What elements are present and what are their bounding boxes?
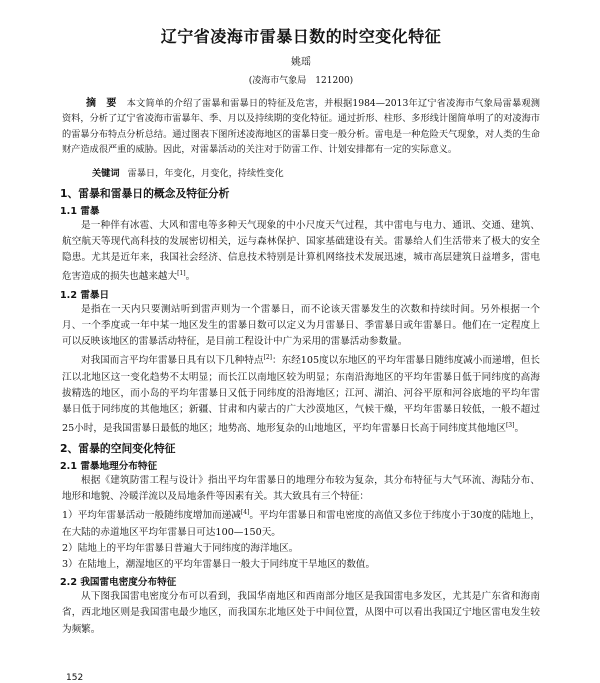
- subsection-heading-2-2: 2.2 我国雷电密度分布特征: [60, 577, 177, 589]
- abstract-text: 本文简单的介绍了雷暴和雷暴日的特征及危害，并根据1984—2013年辽宁省凌海市气象局雷暴观测资料，分析了辽宁省凌海市雷暴年、季、月以及持续期的变化特征。通过折形、柱形、多形线计图简单明了的对凌海市的雷暴分布特点分析总结。通过图表下图所述凌海地区的雷暴日变一般分析。雷电是一种危险天气现象，对人类的生命财产造成很严重的威胁。因此，对雷暴活动的关注对于防雷工作、计划安排都有一定的实际意义。: [62, 98, 540, 156]
- section-heading-2: 2、雷暴的空间变化特征: [60, 441, 176, 455]
- paper-title: 辽宁省凌海市雷暴日数的时空变化特征: [160, 27, 442, 46]
- page-number: 152: [66, 673, 84, 683]
- paragraph-2-1: 根据《建筑防雷工程与设计》指出平均年雷暴日的地理分布较为复杂，其分布特征与大气环流、海陆分布、地形和地貌、冷暖洋流以及局地条件等因素有关。其大致具有三个特征：: [62, 474, 540, 503]
- paragraph-1-2-a: 是指在一天内只要测站听到雷声则为一个雷暴日，而不论该天雷暴发生的次数和持续时间。另外根据一个月、一个季度或一年中某一地区发生的雷暴日数可以定义为月雷暴日、季雷暴日或年雷暴日。他们在一定程度上可以反映该地区的雷暴活动特征，是目前工程设计中广为采用的雷暴活动参数量。: [62, 303, 540, 348]
- list-item-3: 3）在陆地上，潮湿地区的平均年雷暴日一般大于同纬度干旱地区的数值。: [62, 559, 376, 571]
- paper-author: 姚瑶: [291, 57, 311, 68]
- list-item-2: 2）陆地上的平均年雷暴日普遍大于同纬度的海洋地区。: [62, 542, 299, 554]
- list-text: 。平均年雷暴日和雷电密度的高值又多位于纬度小于30度的陆地上，在大陆的赤道地区平均年雷暴日可达100—150天。: [62, 510, 540, 538]
- section-heading-1: 1、雷暴和雷暴日的概念及特征分析: [60, 186, 230, 200]
- keywords: [62, 166, 540, 182]
- reference-mark: [2]: [263, 354, 272, 362]
- paragraph-text: 是一种伴有冰雹、大风和雷电等多种天气现象的中小尺度天气过程，其中雷电与电力、通讯、交通、建筑、航空航天等现代高科技的发展密切相关，远与森林保护、国家基础建设有关。雷暴给人们生活带来了极大的安全隐患。尤其是近年来，我国社会经济、信息技术特别是计算机网络技术发展迅速，城市高层建筑日益增多，雷电危害造成的损失也越来越大: [62, 219, 540, 283]
- reference-mark: [1]: [177, 270, 186, 278]
- subsection-heading-2-1: 2.1 雷暴地理分布特征: [60, 460, 158, 472]
- keywords-text: 雷暴日，年变化，月变化，持续性变化: [127, 167, 284, 179]
- paragraph-1-1: 是一种伴有冰雹、大风和雷电等多种天气现象的中小尺度天气过程，其中雷电与电力、通讯、交通、建筑、航空航天等现代高科技的发展密切相关，远与森林保护、国家基础建设有关。雷暴给人们生活带来了极大的安全隐患。尤其是近年来，我国社会经济、信息技术特别是计算机网络技术发展迅速，城市高层建筑日益增多，雷电危害造成的损失也越来越大[1]。: [62, 219, 540, 283]
- reference-mark: [4]: [240, 509, 250, 517]
- list-item-1: [62, 505, 540, 541]
- subsection-heading-1-1: 1.1 雷暴: [60, 205, 100, 217]
- paragraph-2-2: 从下图我国雷电密度分布可以看到，我国华南地区和西南部分地区是我国雷电多发区，尤其是广东省和海南省，西北地区则是我国雷电最少地区，而我国东北地区处于中间位置，从图中可以看出我国辽宁地区雷电发生较为频繁。: [62, 591, 540, 635]
- abstract: [62, 96, 540, 158]
- paragraph-text: 对我国而言平均年雷暴日具有以下几种特点: [81, 355, 264, 367]
- list-text: 1）平均年雷暴活动一般随纬度增加而递减: [62, 510, 241, 522]
- reference-mark: [3]: [505, 422, 515, 430]
- keywords-label: 关键词: [92, 167, 120, 179]
- paper-affiliation: (凌海市气象局 121200): [248, 76, 354, 86]
- paragraph-text: ：东经105度以东地区的平均年雷暴日随纬度减小而递增，但长江以北地区这一变化趋势不太明显；而长江以南地区较为明显；东南沿海地区的平均年雷暴日低于同纬度的高海拔精选的地区，而小岛的平均年雷暴日又低于同纬度的沿海地区；江河、湖泊、河谷平原和河谷底地的平均年雷暴日低于同纬度的其他地区；新疆、甘肃和内蒙古的广大沙漠地区，气候干燥，平均年雷暴日较低，一般不超过25小时，是我国雷暴日最低的地区；地势高、地形复杂的山地地区，平均年雷暴日长高于同纬度其他地区: [62, 355, 541, 435]
- subsection-heading-1-2: 1.2 雷暴日: [60, 289, 110, 301]
- paragraph-1-2-b: 对我国而言平均年雷暴日具有以下几种特点[2]：东经105度以东地区的平均年雷暴日随纬度减小而递增，但长江以北地区这一变化趋势不太明显；而长江以南地区较为明显；东南沿海地区的平均年雷暴日低于同纬度的高海拔精选的地区，而小岛的平均年雷暴日又低于同纬度的沿海地区；江河、湖泊、河谷平原和河谷底地的平均年雷暴日低于同纬度的其他地区；新疆、甘肃和内蒙古的广大沙漠地区，气候干燥，平均年雷暴日较低，一般不超过25小时，是我国雷暴日最低的地区；地势高、地形复杂的山地地区，平均年雷暴日长高于同纬度其他地区[3]。: [62, 354, 541, 435]
- abstract-label: 摘 要: [86, 98, 117, 109]
